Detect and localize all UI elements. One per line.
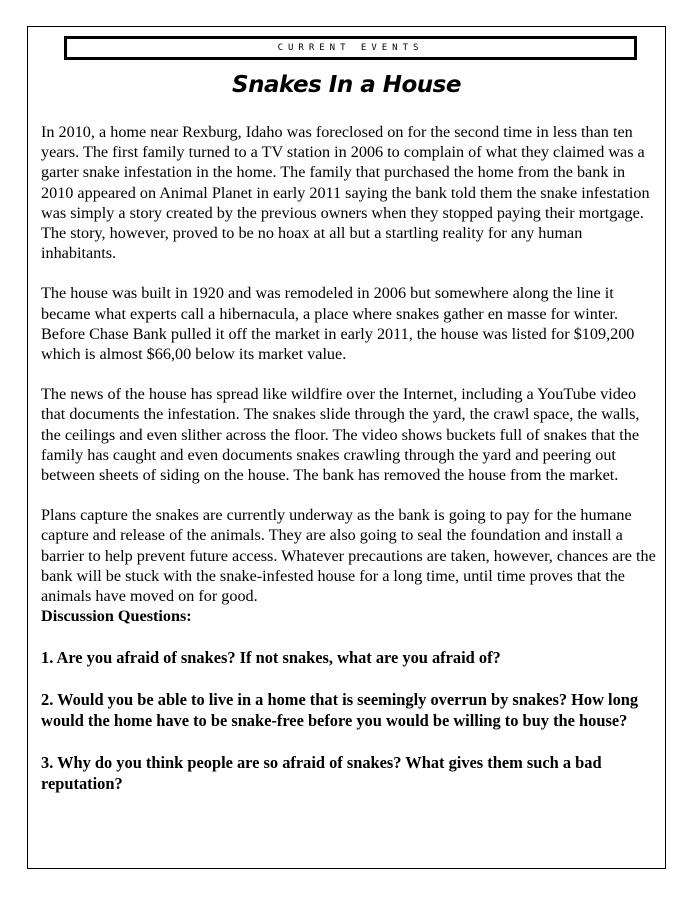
discussion-question: 1. Are you afraid of snakes? If not snakes, what are you afraid of? <box>41 648 501 668</box>
paragraph: Plans capture the snakes are currently underway as the bank is going to pay for the humane capture and release of the animals. They are also going to seal the foundation and install a barrier to help prevent future access. Whatever precautions are taken, however, chances are the bank will be stuck with the snake-infested house for a long time, until time proves that the animals have moved on for good. <box>41 506 656 606</box>
paragraph: The house was built in 1920 and was remodeled in 2006 but somewhere along the line it became what experts call a hibernacula, a place where snakes gather en masse for winter. Before Chase Bank pulled it off the market in early 2011, the house was listed for $109,200 which is almost $66,00 below its market value. <box>41 284 635 364</box>
article-body <box>41 122 656 815</box>
discussion-heading: Discussion Questions: <box>41 607 192 626</box>
section-banner: CURRENT EVENTS <box>64 36 637 60</box>
discussion-question: 3. Why do you think people are so afraid of snakes? What gives them such a bad reputation? <box>41 753 602 794</box>
paragraph: In 2010, a home near Rexburg, Idaho was foreclosed on for the second time in less than ten years. The first family turned to a TV station in 2006 to complain of what they claimed was a garter snake infestation in the home. The family that purchased the home from the bank in 2010 appeared on Animal Planet in early 2011 saying the bank told them the snake infestation was simply a story created by the previous owners when they stopped paying their mortgage. The story, however, proved to be no hoax at all but a startling reality for any human inhabitants. <box>41 123 650 263</box>
paragraph: The news of the house has spread like wildfire over the Internet, including a YouTube video that documents the infestation. The snakes slide through the yard, the crawl space, the walls, the ceilings and even slither across the floor. The video shows buckets full of snakes that the family has caught and even documents snakes crawling through the yard and peering out between sheets of siding on the house. The bank has removed the house from the market. <box>41 385 640 485</box>
article-title: Snakes In a House <box>232 72 461 98</box>
discussion-question: 2. Would you be able to live in a home that is seemingly overrun by snakes? How long would the home have to be snake-free before you would be willing to buy the house? <box>41 690 639 731</box>
